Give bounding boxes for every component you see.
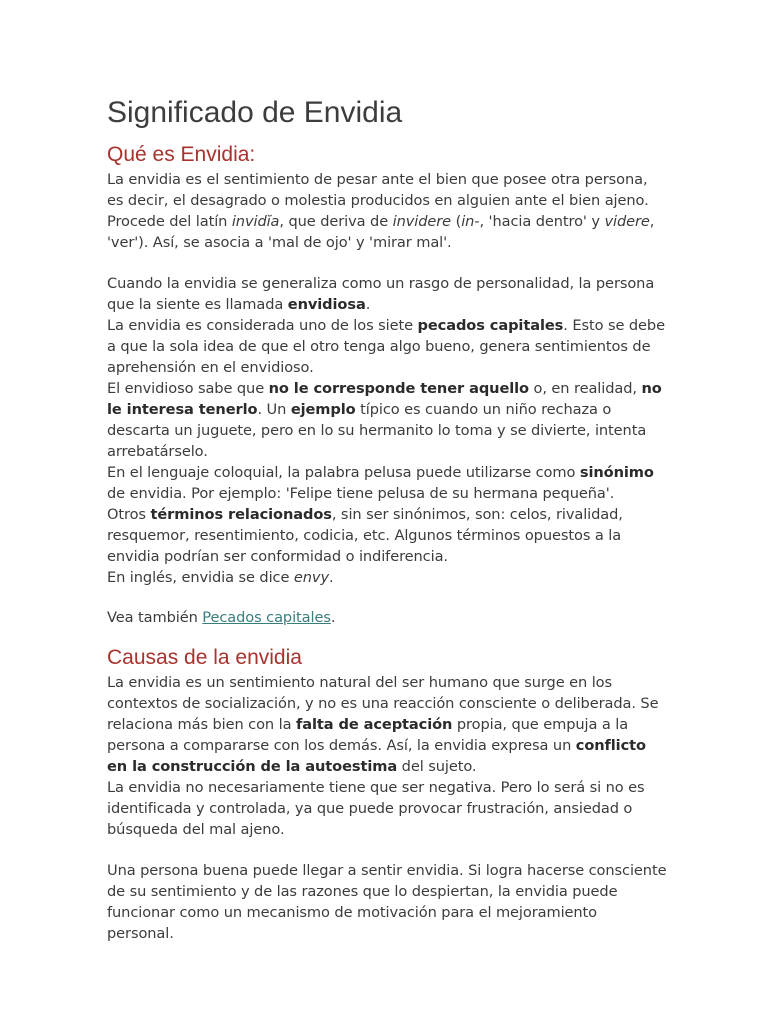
paragraph-english: En inglés, envidia se dice envy.: [107, 568, 334, 586]
see-also: Vea también Pecados capitales.: [107, 609, 336, 626]
link-pecados-capitales[interactable]: Pecados capitales: [202, 609, 331, 626]
paragraph-capital-sins: La envidia es considerada uno de los siete pecados capitales. Esto se debe a que la sola idea de que el otro tenga algo bueno, genera sentimientos de aprehensión en el envidioso.: [107, 316, 665, 376]
paragraph-related-terms: Otros términos relacionados, sin ser sinónimos, son: celos, rivalidad, resquemor, resentimiento, codicia, etc. Algunos términos opuestos a la envidia podrían ser conformidad o indiferencia.: [107, 505, 623, 565]
bold-term: ejemplo: [290, 400, 356, 418]
section-heading-que-es: Qué es Envidia:: [107, 143, 256, 166]
bold-term: pecados capitales: [417, 316, 564, 334]
bold-term: envidiosa: [287, 295, 366, 313]
bold-term: no le interesa tenerlo: [107, 379, 662, 418]
latin-term: invidĭa: [231, 213, 280, 230]
bold-term: no le corresponde tener aquello: [268, 379, 529, 397]
bold-term: conflicto en la construcción de la autoestima: [107, 737, 646, 775]
paragraph-motivation: Una persona buena puede llegar a sentir envidia. Si logra hacerse consciente de su sentimiento y de las razones que lo despiertan, la envidia puede funcionar como un mecanismo de motivación para el mejoramiento personal.: [107, 861, 667, 942]
latin-term: videre: [604, 213, 650, 230]
bold-term: términos relacionados: [150, 505, 332, 523]
page-title: Significado de Envidia: [107, 96, 403, 129]
paragraph-definition: La envidia es el sentimiento de pesar ante el bien que posee otra persona, es decir, el desagrado o molestia producidos en alguien ante el bien ajeno. Procede del latín invidĭa, que deriva de invidere (in-, 'hacia dentro' y videre, 'ver'). Así, se asocia a 'mal de ojo' y 'mirar mal'.: [107, 171, 655, 251]
paragraph-not-negative: La envidia no necesariamente tiene que ser negativa. Pero lo será si no es identificada y controlada, ya que puede provocar frustración, ansiedad o búsqueda del mal ajeno.: [107, 779, 645, 838]
latin-term: invidere: [392, 213, 452, 230]
english-term: envy: [293, 568, 330, 586]
paragraph-synonym: En el lenguaje coloquial, la palabra pelusa puede utilizarse como sinónimo de envidia. Por ejemplo: 'Felipe tiene pelusa de su hermana pequeña'.: [107, 463, 654, 502]
paragraph-personality: Cuando la envidia se generaliza como un rasgo de personalidad, la persona que la siente es llamada envidiosa.: [107, 274, 655, 313]
paragraph-envious-example: El envidioso sabe que no le corresponde tener aquello o, en realidad, no le interesa tenerlo. Un ejemplo típico es cuando un niño rechaza o descarta un juguete, pero en lo su hermanito lo toma y se divierte, intenta arrebatárselo.: [107, 379, 662, 460]
section-heading-causas: Causas de la envidia: [107, 646, 302, 669]
latin-term: in-: [461, 213, 480, 230]
paragraph-causes: La envidia es un sentimiento natural del ser humano que surge en los contextos de socialización, y no es una reacción consciente o deliberada. Se relaciona más bien con la falta de aceptación propia, que empuja a la persona a compararse con los demás. Así, la envidia expresa un conflicto en la construcción de la autoestima del sujeto.: [107, 674, 659, 775]
article: [107, 93, 667, 944]
bold-term: falta de aceptación: [295, 716, 453, 733]
bold-term: sinónimo: [579, 463, 654, 481]
